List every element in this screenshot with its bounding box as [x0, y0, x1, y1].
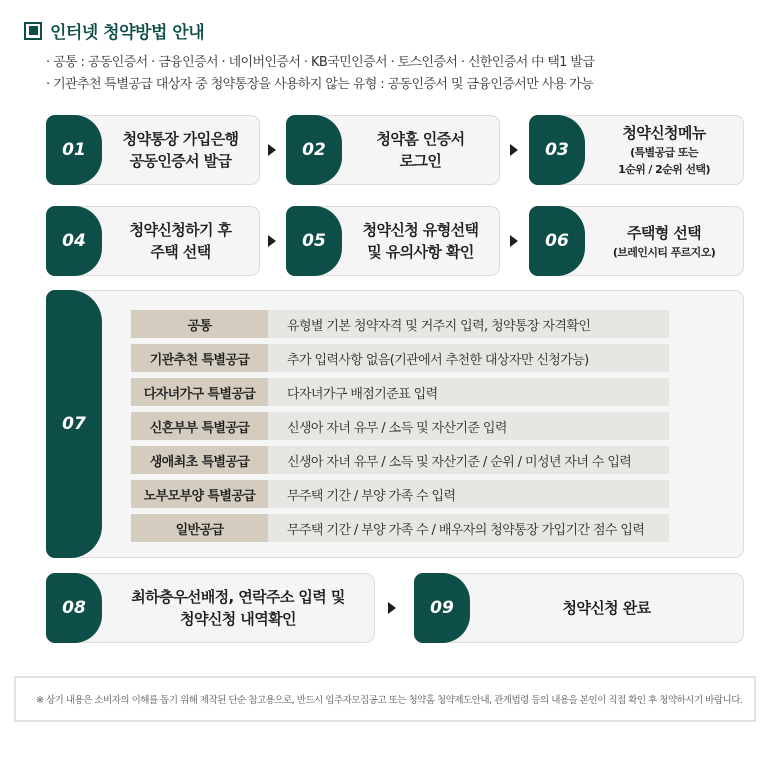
note-institution: · 기관추천 특별공급 대상자 중 청약통장을 사용하지 않는 유형 : 공동인증서 및 금융인증서만 사용 가능: [46, 77, 594, 92]
type-description: 추가 입력사항 없음(기관에서 추천한 대상자만 신청가능): [268, 344, 669, 372]
step-06-card: [529, 206, 744, 276]
arrow-right-icon: [268, 235, 276, 247]
step-03-card: [529, 115, 744, 185]
step-09-line1: 청약신청 완료: [562, 599, 651, 617]
step-08-line1: 최하층우선배정, 연락주소 입력 및: [131, 588, 345, 606]
step-08-line2: 청약신청 내역확인: [180, 610, 296, 628]
table-row: [131, 344, 669, 372]
step-01-number: 01: [46, 115, 102, 185]
step-08-number: 08: [46, 573, 102, 643]
type-description: 다자녀가구 배점기준표 입력: [268, 378, 669, 406]
type-description: 유형별 기본 청약자격 및 거주지 입력, 청약통장 자격확인: [268, 310, 669, 338]
type-description: 신생아 자녀 유무 / 소득 및 자산기준 / 순위 / 미성년 자녀 수 입력: [268, 446, 669, 474]
step-02-line1: 청약홈 인증서: [376, 130, 465, 148]
step-04-line1: 청약신청하기 후: [129, 221, 232, 239]
table-row: [131, 412, 669, 440]
arrow-right-icon: [510, 144, 518, 156]
step-06-number: 06: [529, 206, 585, 276]
table-row: [131, 480, 669, 508]
note-certificates: · 공통 : 공동인증서 · 금융인증서 · 네이버인증서 · KB국민인증서 · 토스인증서 · 신한인증서 中 택1 발급: [46, 55, 595, 70]
step-06-line2: (브레인시티 푸르지오): [612, 245, 716, 259]
type-category: 일반공급: [131, 514, 268, 542]
table-row: [131, 446, 669, 474]
step-01-card: [46, 115, 260, 185]
type-description: 무주택 기간 / 부양 가족 수 / 배우자의 청약통장 가입기간 점수 입력: [268, 514, 669, 542]
step-05-card: [286, 206, 500, 276]
page-title-text: 인터넷 청약방법 안내: [50, 23, 205, 43]
step-05-line1: 청약신청 유형선택: [362, 221, 479, 239]
step-04-number: 04: [46, 206, 102, 276]
step-02-number: 02: [286, 115, 342, 185]
type-description: 무주택 기간 / 부양 가족 수 입력: [268, 480, 669, 508]
type-category: 노부모부양 특별공급: [131, 480, 268, 508]
type-category: 생애최초 특별공급: [131, 446, 268, 474]
table-row: [131, 378, 669, 406]
arrow-right-icon: [510, 235, 518, 247]
step-09-number: 09: [414, 573, 470, 643]
step-07-number: 07: [46, 290, 102, 558]
arrow-right-icon: [268, 144, 276, 156]
type-category: 기관추천 특별공급: [131, 344, 268, 372]
step-03-number: 03: [529, 115, 585, 185]
step-03-line3: 1순위 / 2순위 선택): [618, 163, 710, 176]
step-04-line2: 주택 선택: [150, 243, 211, 261]
step-02-line2: 로그인: [399, 152, 442, 170]
step-03-line2: (특별공급 또는: [630, 146, 698, 159]
step-05-number: 05: [286, 206, 342, 276]
table-row: [131, 514, 669, 542]
arrow-right-icon: [388, 602, 396, 614]
step-07-card: [46, 290, 744, 558]
type-description: 신생아 자녀 유무 / 소득 및 자산기준 입력: [268, 412, 669, 440]
step-08-card: [46, 573, 375, 643]
step-01-line2: 공동인증서 발급: [129, 152, 232, 170]
step-06-line1: 주택형 선택: [626, 223, 702, 242]
type-category: 공통: [131, 310, 268, 338]
step-05-line2: 및 유의사항 확인: [367, 243, 474, 261]
step-01-line1: 청약통장 가입은행: [122, 130, 239, 148]
step-09-card: [414, 573, 744, 643]
step-02-card: [286, 115, 500, 185]
page-title: [24, 18, 204, 43]
type-category: 신혼부부 특별공급: [131, 412, 268, 440]
supply-type-table: [131, 310, 669, 548]
table-row: [131, 310, 669, 338]
type-category: 다자녀가구 특별공급: [131, 378, 268, 406]
square-bullet-icon: [24, 22, 42, 40]
step-03-line1: 청약신청메뉴: [622, 124, 706, 142]
step-04-card: [46, 206, 260, 276]
disclaimer-text: ※ 상기 내용은 소비자의 이해를 돕기 위해 제작된 단순 참고용으로, 반드시 입주자모집공고 또는 청약홈 청약제도안내, 관계법령 등의 내용을 본인이 직접 확인 후 청약하시기 바랍니다.: [14, 676, 756, 722]
